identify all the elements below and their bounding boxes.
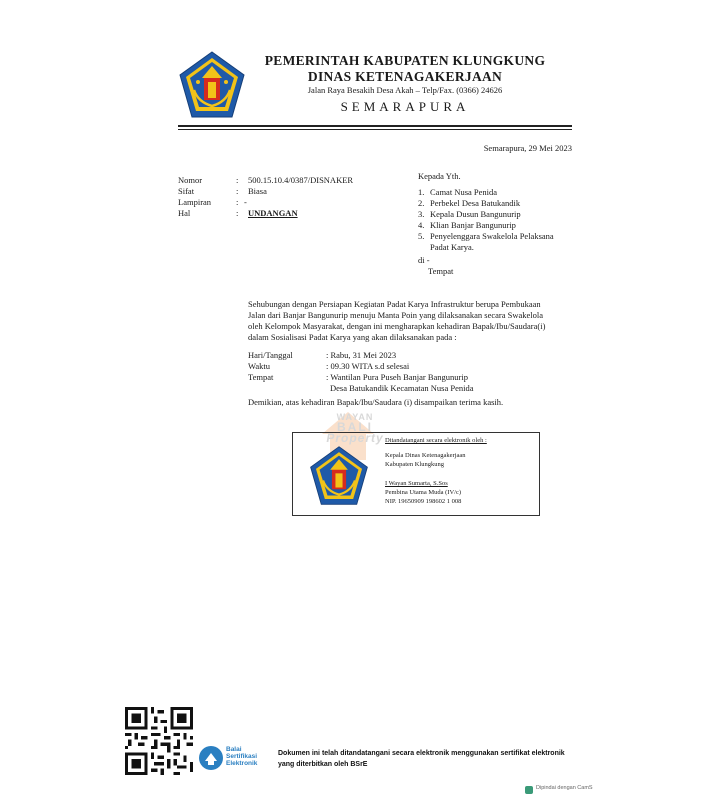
list-item — [418, 198, 578, 209]
list-text: Kepala Dusun Bangunurip — [430, 209, 521, 219]
list-num: 3. — [418, 209, 425, 219]
signer-position: Kepala Dinas Ketenagakerjaan — [385, 452, 466, 459]
watermark-line: BALI — [337, 420, 373, 434]
schedule-row — [248, 361, 578, 372]
list-item — [418, 220, 578, 231]
schedule-value: Desa Batukandik Kecamatan Nusa Penida — [330, 383, 474, 393]
schedule-value: : Rabu, 31 Mei 2023 — [326, 350, 397, 360]
schedule-row — [248, 372, 578, 383]
signer-region: Kabupaten Klungkung — [385, 461, 445, 468]
schedule-label — [248, 383, 330, 394]
recipient-list — [418, 187, 578, 253]
klungkung-emblem — [178, 50, 246, 120]
signer-nip: NIP. 19650909 198602 1 008 — [385, 498, 462, 505]
letterhead-rule — [178, 125, 572, 127]
meta-label: Lampiran — [178, 197, 212, 207]
esign-note-line: Dokumen ini telah ditandatangani secara elektronik menggunakan sertifikat elektronik — [278, 750, 565, 757]
list-text: Klian Banjar Bangunurip — [430, 220, 516, 230]
signed-by: Ditandatangani secara elektronik oleh : — [385, 437, 487, 444]
meta-sep: : — [236, 197, 239, 207]
schedule-label: Hari/Tanggal — [248, 350, 293, 360]
watermark-line: WAYAN — [336, 412, 374, 422]
meta-row — [178, 186, 353, 197]
letterhead-city: SEMARAPURA — [340, 99, 470, 114]
esign-note-line: yang diterbitkan oleh BSrE — [278, 761, 368, 768]
signer-name: I Wayan Sumarta, S.Sos — [385, 480, 448, 487]
meta-row — [178, 197, 353, 208]
body-line: Jalan dari Banjar Bangunurip menuju Manta Poin yang dilaksanakan secara Swakelola — [248, 310, 544, 320]
meta-value: 500.15.10.4/0387/DISNAKER — [248, 175, 354, 185]
closing-text: Demikian, atas kehadiran Bapak/Ibu/Saudara (i) disampaikan terima kasih. — [248, 397, 504, 407]
esign-note — [278, 748, 565, 770]
scanner-note: Dipindai dengan CamS — [536, 785, 593, 791]
meta-label: Hal — [178, 208, 191, 218]
list-item — [418, 209, 578, 220]
department-title: DINAS KETENAGAKERJAAN — [307, 69, 503, 84]
list-num: 1. — [418, 187, 425, 197]
list-item — [418, 187, 578, 198]
spacer — [385, 469, 535, 479]
meta-label: Sifat — [178, 186, 195, 196]
list-item — [418, 231, 578, 242]
meta-value: Biasa — [248, 186, 267, 196]
schedule-label: Tempat — [248, 372, 274, 382]
schedule — [248, 350, 578, 394]
bsre-logo-line: Sertifikasi — [226, 753, 258, 760]
bsre-logo-text — [226, 746, 257, 767]
qr-code — [125, 707, 193, 775]
body-line: Sehubungan dengan Persiapan Kegiatan Padat Karya Infrastruktur berupa Pembukaan — [248, 299, 541, 309]
meta-sep: : — [236, 208, 239, 218]
meta-label: Nomor — [178, 175, 203, 185]
list-text: Penyelenggara Swakelola Pelaksana — [430, 231, 554, 241]
recipient-tempat: Tempat — [428, 266, 454, 276]
signature-details — [385, 436, 535, 506]
bsre-logo-line: Balai — [226, 746, 242, 753]
list-num: 2. — [418, 198, 425, 208]
schedule-value: : Wantilan Pura Puseh Banjar Bangunurip — [326, 372, 468, 382]
meta-sep: : — [236, 175, 239, 185]
government-title: PEMERINTAH KABUPATEN KLUNGKUNG — [264, 53, 546, 68]
body-line: dalam Sosialisasi Padat Karya yang akan dilaksanakan pada : — [248, 332, 457, 342]
meta-value: - — [244, 197, 247, 207]
meta-row — [178, 175, 353, 186]
meta-row — [178, 208, 353, 219]
schedule-row — [248, 350, 578, 361]
list-text: Camat Nusa Penida — [430, 187, 498, 197]
bsre-logo-icon — [198, 745, 224, 771]
schedule-value: : 09.30 WITA s.d selesai — [326, 361, 410, 371]
list-text-cont: Padat Karya. — [430, 242, 474, 252]
watermark-line: Property — [326, 431, 384, 445]
signer-rank: Pembina Utama Muda (IV/c) — [385, 489, 461, 496]
schedule-row — [248, 383, 578, 394]
list-num: 5. — [418, 231, 425, 241]
list-num: 4. — [418, 220, 425, 230]
body-paragraph — [248, 299, 578, 343]
letterhead-address: Jalan Raya Besakih Desa Akah – Telp/Fax. (0366) 24626 — [307, 85, 503, 95]
subject-value: UNDANGAN — [248, 208, 298, 218]
meta-sep: : — [236, 186, 239, 196]
place-date: Semarapura, 29 Mei 2023 — [483, 143, 572, 153]
recipient-di: di - — [418, 255, 430, 265]
recipient-heading: Kepada Yth. — [418, 171, 461, 181]
schedule-label: Waktu — [248, 361, 270, 371]
signature-emblem — [303, 445, 375, 507]
bsre-logo-line: Elektronik — [226, 760, 258, 767]
body-line: oleh Kelompok Masyarakat, dengan ini mengharapkan kehadiran Bapak/Ibu/Saudara(i) — [248, 321, 546, 331]
letterhead-rule-thin — [178, 129, 572, 130]
letter-meta — [178, 175, 353, 219]
camscanner-icon — [525, 786, 533, 794]
list-text: Perbekel Desa Batukandik — [430, 198, 521, 208]
